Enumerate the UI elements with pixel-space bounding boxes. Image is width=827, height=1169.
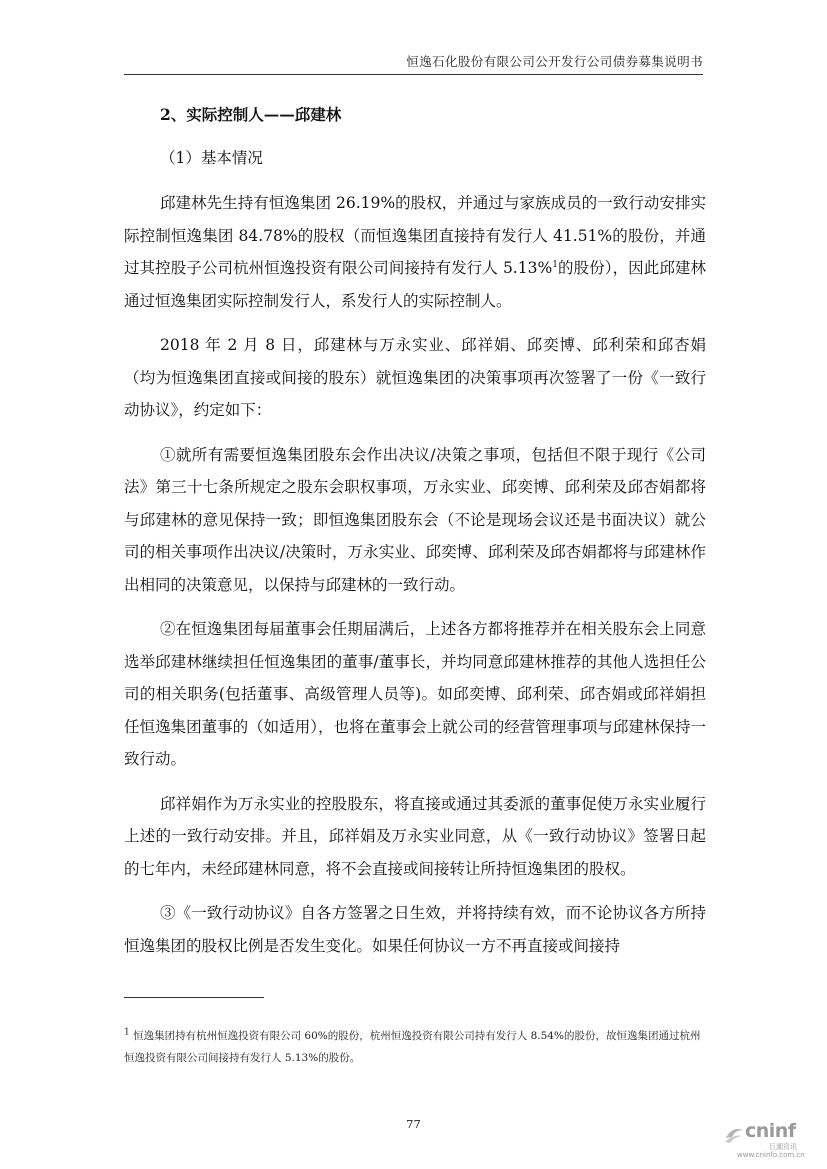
paragraph: 邱祥娟作为万永实业的控股股东，将直接或通过其委派的董事促使万永实业履行上述的一致行动安排。并且，邱祥娟及万永实业同意，从《一致行动协议》签署日起的七年内，未经邱建林同意，将不会直接或间接转让所持恒逸集团的股权。	[124, 794, 706, 878]
header-divider	[124, 74, 703, 75]
logo-subtitle: 巨潮资讯	[769, 1143, 797, 1151]
footnote-divider	[124, 997, 264, 998]
cninf-swirl-icon	[723, 1124, 745, 1146]
section-title: 2、实际控制人——邱建林	[160, 105, 342, 124]
footnote-marker: 1	[124, 1027, 130, 1038]
page-number: 77	[406, 1117, 421, 1131]
logo-url: www.cninfo.com.cn	[737, 1151, 805, 1159]
footnote-text: 恒逸集团持有杭州恒逸投资有限公司 60%的股份，杭州恒逸投资有限公司持有发行人 8.54%的股份，故恒逸集团通过杭州恒逸投资有限公司间接持有发行人 5.13%的股份。	[124, 1030, 701, 1064]
footnote-reference[interactable]: 1	[552, 259, 558, 270]
paragraph: ①就所有需要恒逸集团股东会作出决议/决策之事项，包括但不限于现行《公司法》第三十七条所规定之股东会职权事项，万永实业、邱奕博、邱利荣及邱杏娟都将与邱建林的意见保持一致；即恒逸集团股东会（不论是现场会议还是书面决议）就公司的相关事项作出决议/决策时，万永实业、邱奕博、邱利荣及邱杏娟都将与邱建林作出相同的决策意见，以保持与邱建林的一致行动。	[124, 445, 706, 594]
logo-brand: cninf	[745, 1120, 796, 1142]
paragraph: 2018 年 2 月 8 日，邱建林与万永实业、邱祥娟、邱奕博、邱利荣和邱杏娟（均为恒逸集团直接或间接的股东）就恒逸集团的决策事项再次签署了一份《一致行动协议》，约定如下：	[124, 336, 706, 419]
body-text	[124, 187, 706, 974]
cninfo-logo	[723, 1118, 811, 1158]
paragraph: ②在恒逸集团每届董事会任期届满后，上述各方都将推荐并在相关股东会上同意选举邱建林继续担任恒逸集团的董事/董事长，并均同意邱建林推荐的其他人选担任公司的相关职务(包括董事、高级管理人员等)。如邱奕博、邱利荣、邱杏娟或邱祥娟担任恒逸集团董事的（如适用），也将在董事会上就公司的经营管理事项与邱建林保持一致行动。	[124, 620, 706, 768]
subsection-heading: （1）基本情况	[160, 149, 263, 167]
running-header: 恒逸石化股份有限公司公开发行公司债券募集说明书	[406, 54, 703, 69]
footnote	[124, 1025, 706, 1069]
paragraph: ③《一致行动协议》自各方签署之日生效，并将持续有效，而不论协议各方所持恒逸集团的股权比例是否发生变化。如果任何协议一方不再直接或间接持	[124, 904, 706, 955]
paragraph: 邱建林先生持有恒逸集团 26.19%的股权，并通过与家族成员的一致行动安排实际控制恒逸集团 84.78%的股权（而恒逸集团直接持有发行人 41.51%的股份，并通过其控股子公司杭州恒逸投资有限公司间接持有发行人 5.13%$^1$的股份），因此邱建林通过恒逸集团实际控制发行人，系发行人的实际控制人。	[124, 194, 706, 310]
